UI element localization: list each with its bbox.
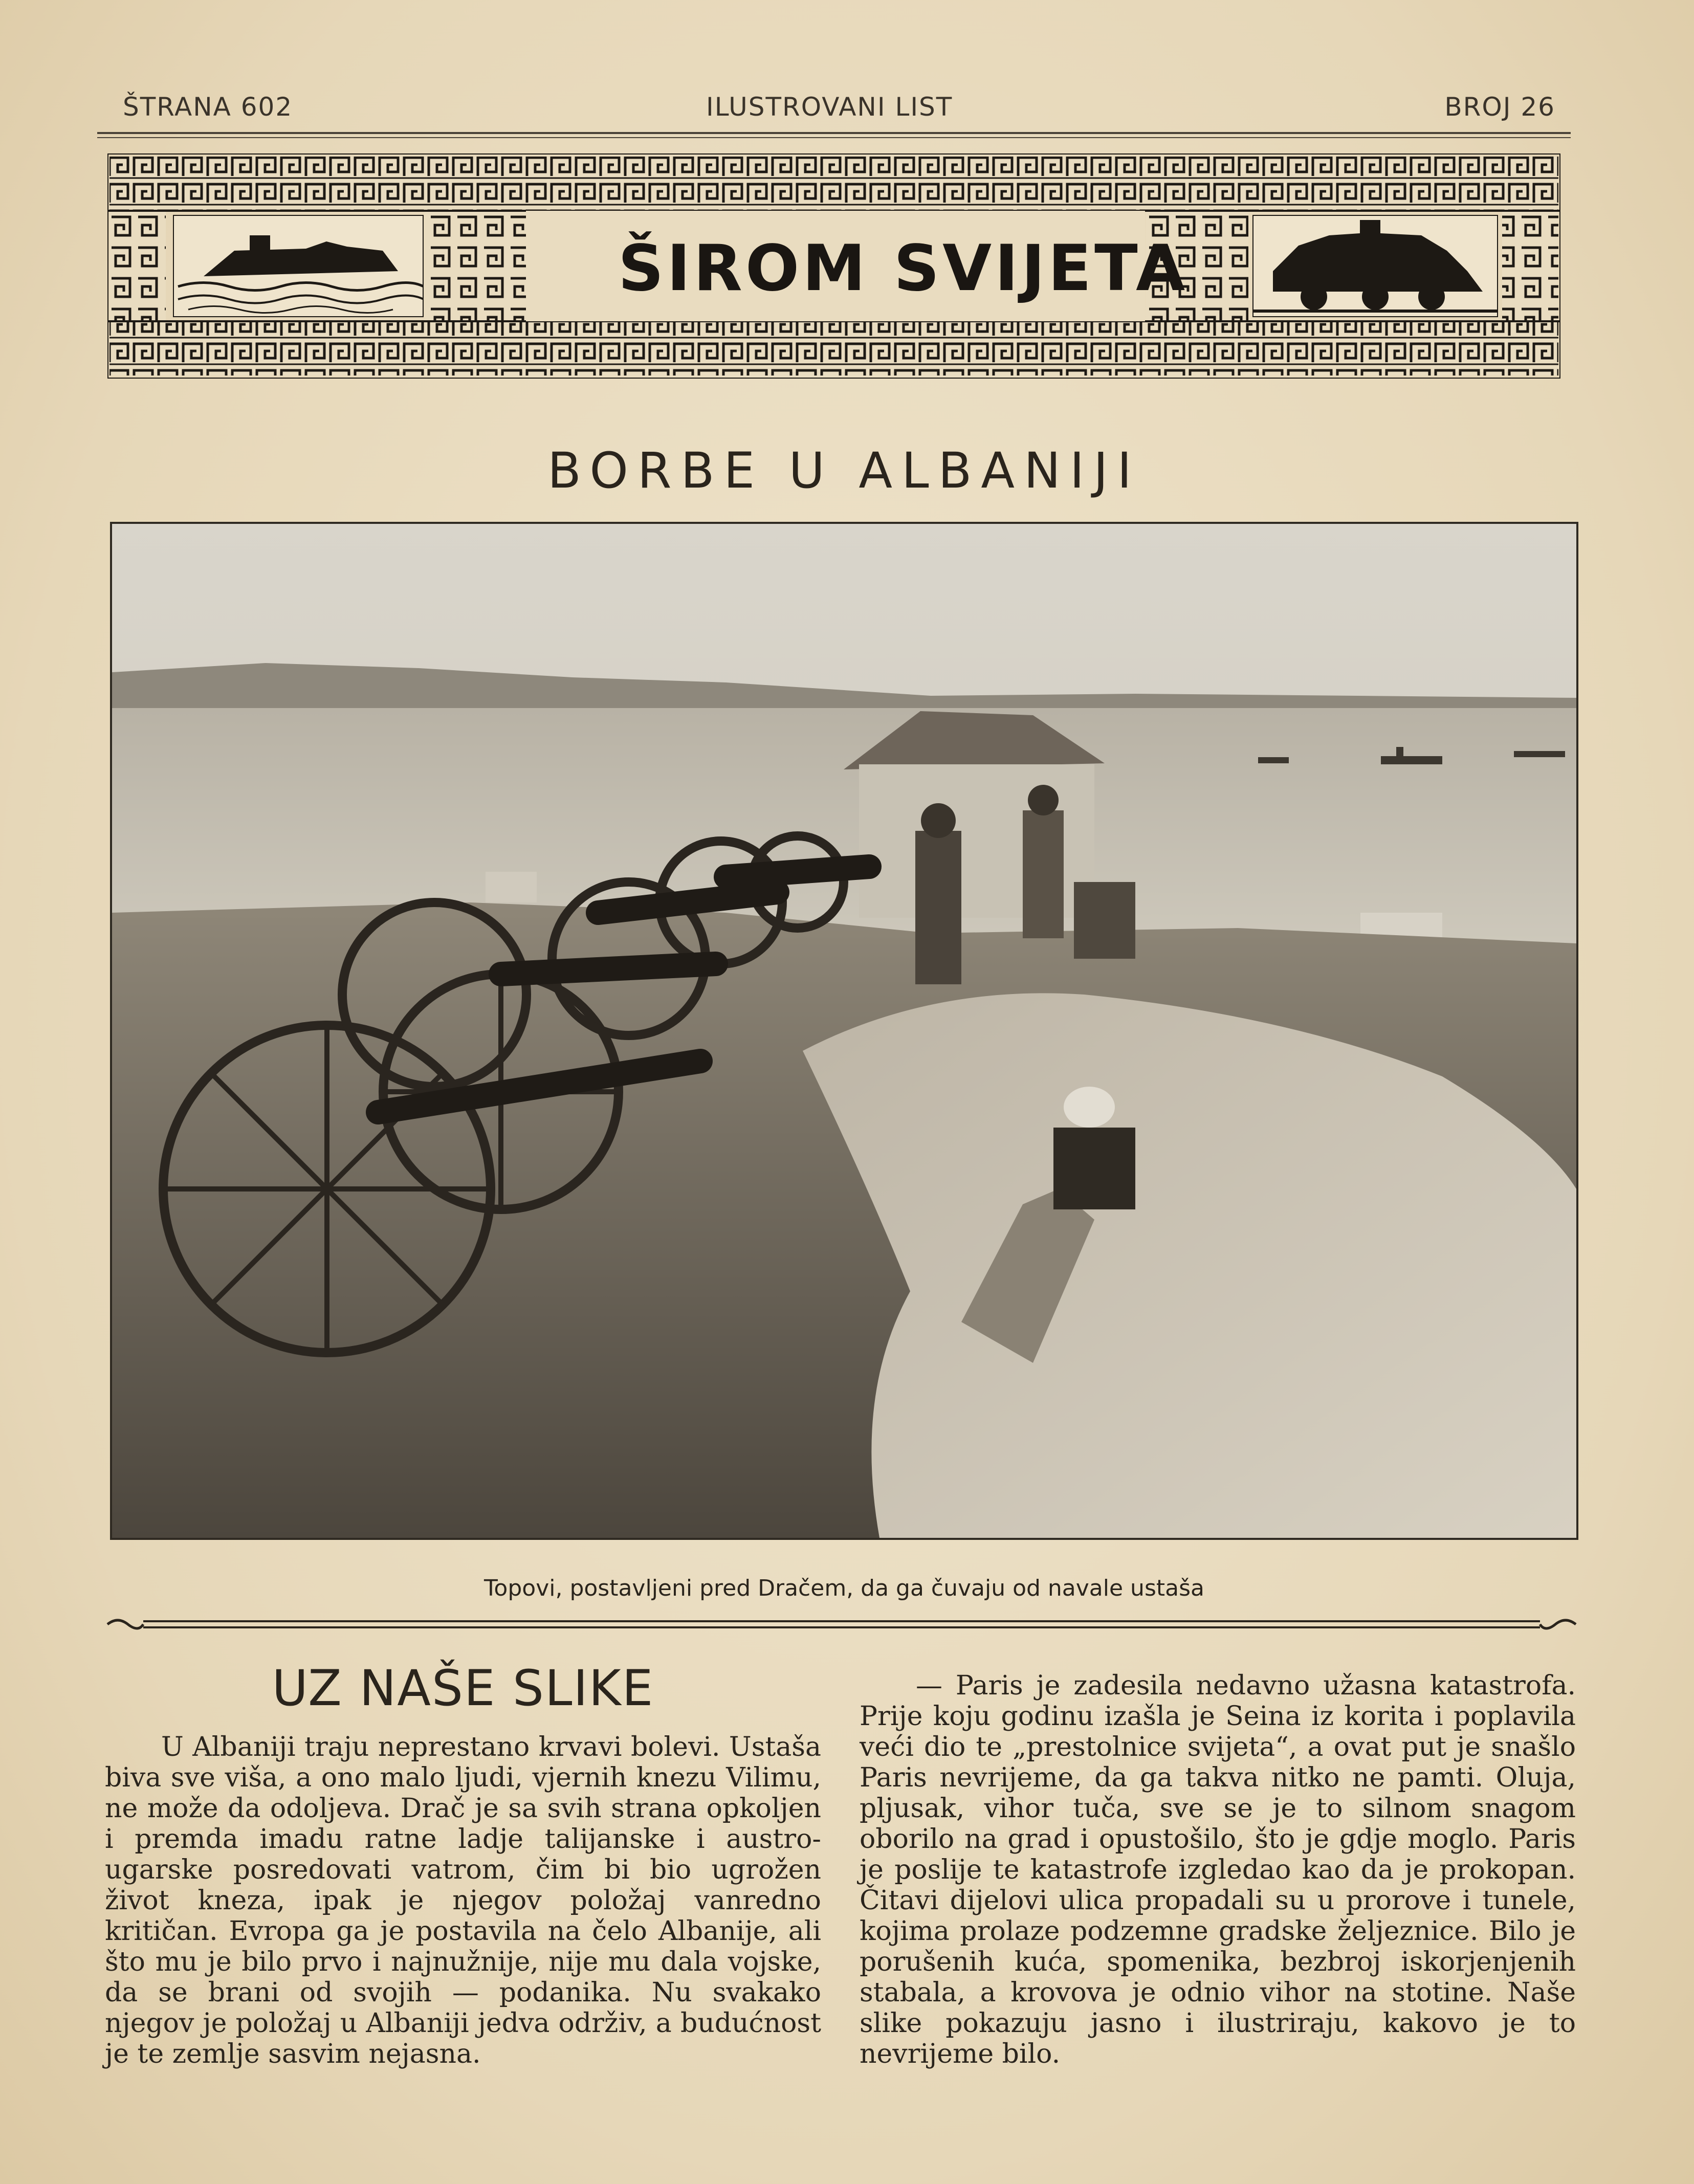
article-left-column: U Albaniji traju neprestano krvavi bolevi. Ustaša biva sve viša, a ono malo ljudi, vjernih knezu Vilimu, ne može da odoljeva. Drač je sa svih strana opkoljen i premda imadu ratne ladje talijanske i austro-ugarske posredovati vatrom, čim bi bio ugrožen život kneza, ipak je njegov položaj vanredno kritičan. Evropa ga je postavila na čelo Albanije, ali što mu je bilo prvo i najnužnije, nije mu dala vojske, da se brani od svojih — podanika. Nu svakako njegov je položaj u Albaniji jedva održiv, a budućnost je te zemlje sasvim nejasna. bbox=[105, 1732, 821, 2069]
header-rule bbox=[97, 132, 1571, 134]
photo-caption: Topovi, postavljeni pred Dračem, da ga čuvaju od navale ustaša bbox=[484, 1575, 1204, 1601]
banner-title: ŠIROM SVIJETA bbox=[618, 232, 1189, 305]
article-right-column: — Paris je zadesila nedavno užasna katastrofa. Prije koju godinu izašla je Seina iz korita i poplavila veći dio te „prestolnice svijeta“, a ovat put je snašlo Paris nevrijeme, da ga takva nitko ne pamti. Oluja, pljusak, vihor tuča, sve se je to silnom snagom oborilo na grad i opustošilo, što je gdje moglo. Paris je poslije te katastrofe izgledao kao da je prokopan. Čitavi dijelovi ulica propadali su u prorove i tunele, kojima prolaze podzemne gradske željeznice. Bilo je porušenih kuća, spomenika, bezbroj iskorjenjenih stabala, a krovova je odnio vihor na stotine. Naše slike pokazuju jasno i ilustriraju, kakovo je to nevrijeme bilo. bbox=[860, 1670, 1576, 2069]
header-rule-thin bbox=[97, 137, 1571, 138]
halftone-photograph bbox=[110, 522, 1578, 1540]
article-heading: UZ NAŠE SLIKE bbox=[272, 1660, 654, 1717]
ornamental-divider bbox=[102, 1614, 1581, 1635]
boat-on-waves-icon bbox=[173, 215, 424, 317]
cannons-photo bbox=[112, 524, 1576, 1538]
section-banner bbox=[107, 153, 1560, 379]
locomotive-icon bbox=[1252, 215, 1498, 317]
section-title: BORBE U ALBANIJI bbox=[547, 442, 1141, 499]
running-head bbox=[123, 92, 1555, 133]
issue-number: BROJ 26 bbox=[1444, 92, 1555, 122]
journal-name: ILUSTROVANI LIST bbox=[706, 92, 953, 122]
page-number: ŠTRANA 602 bbox=[123, 92, 293, 122]
